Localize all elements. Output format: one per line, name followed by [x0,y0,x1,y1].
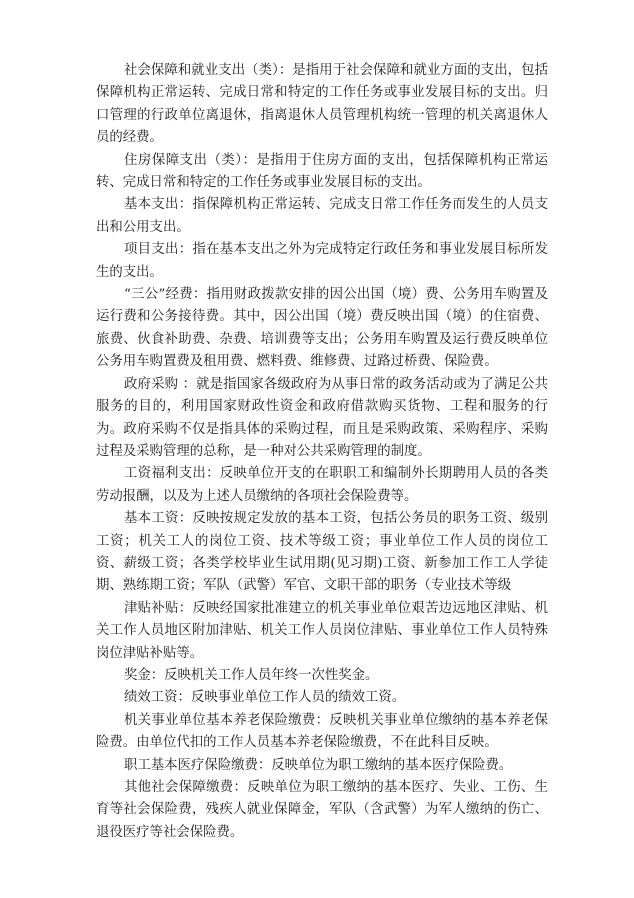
paragraph-basic-expenditure: 基本支出：指保障机构正常运转、完成支日常工作任务而发生的人员支出和公用支出。 [96,197,548,235]
paragraph-social-security: 社会保障和就业支出（类）：是指用于社会保障和就业方面的支出，包括保障机构正常运转、完成日常和特定的工作任务或事业发展目标的支出。归口管理的行政单位离退休，指离退休人员管理机构统一管理的机关离退休人员的经费。 [96,63,548,146]
document-body [96,60,548,844]
paragraph-wage-welfare: 工资福利支出：反映单位开支的在职职工和编制外长期聘用人员的各类劳动报酬，以及为上述人员缴纳的各项社会保险费等。 [96,466,548,504]
paragraph-project-expenditure: 项目支出：指在基本支出之外为完成特定行政任务和事业发展目标所发生的支出。 [96,242,548,280]
paragraph-allowance: 津贴补贴：反映经国家批准建立的机关事业单位艰苦边远地区津贴、机关工作人员地区附加津贴、机关工作人员岗位津贴、事业单位工作人员特殊岗位津贴补贴等。 [96,600,548,661]
paragraph-three-public: “三公”经费：指用财政拨款安排的因公出国（境）费、公务用车购置及运行费和公务接待费。其中，因公出国（境）费反映出国（境）的住宿费、旅费、伙食补助费、杂费、培训费等支出；公务用车购置及运行费反映单位公务用车购置费及租用费、燃料费、维修费、过路过桥费、保险费。 [96,287,548,370]
paragraph-basic-wage: 基本工资：反映按规定发放的基本工资，包括公务员的职务工资、级别工资；机关工人的岗位工资、技术等级工资；事业单位工作人员的岗位工资、薪级工资；各类学校毕业生试用期(见习期)工资、新参加工作工人学徒期、熟练期工资；军队（武警）军官、文职干部的职务（专业技术等级 [96,511,548,594]
paragraph-performance-wage: 绩效工资：反映事业单位工作人员的绩效工资。 [124,690,406,706]
paragraph-pension-insurance: 机关事业单位基本养老保险缴费：反映机关事业单位缴纳的基本养老保险费。由单位代扣的工作人员基本养老保险缴费，不在此科目反映。 [96,712,548,751]
paragraph-housing-security: 住房保障支出（类）：是指用于住房方面的支出，包括保障机构正常运转、完成日常和特定的工作任务或事业发展目标的支出。 [96,152,548,191]
paragraph-government-procurement: 政府采购 ：就是指国家各级政府为从事日常的政务活动或为了满足公共服务的目的，利用国家财政性资金和政府借款购买货物、工程和服务的行为。政府采购不仅是指具体的采购过程，而且是采购政策、采购程序、采购过程及采购管理的总称，是一种对公共采购管理的制度。 [96,376,548,459]
paragraph-bonus: 奖金：反映机关工作人员年终一次性奖金。 [124,667,379,683]
paragraph-other-social-insurance: 其他社会保障缴费：反映单位为职工缴纳的基本医疗、失业、工伤、生育等社会保险费，残疾人就业保障金，军队（含武警）为军人缴纳的伤亡、退役医疗等社会保险费。 [96,780,548,840]
paragraph-medical-insurance: 职工基本医疗保险缴费：反映单位为职工缴纳的基本医疗保险费。 [124,757,513,773]
